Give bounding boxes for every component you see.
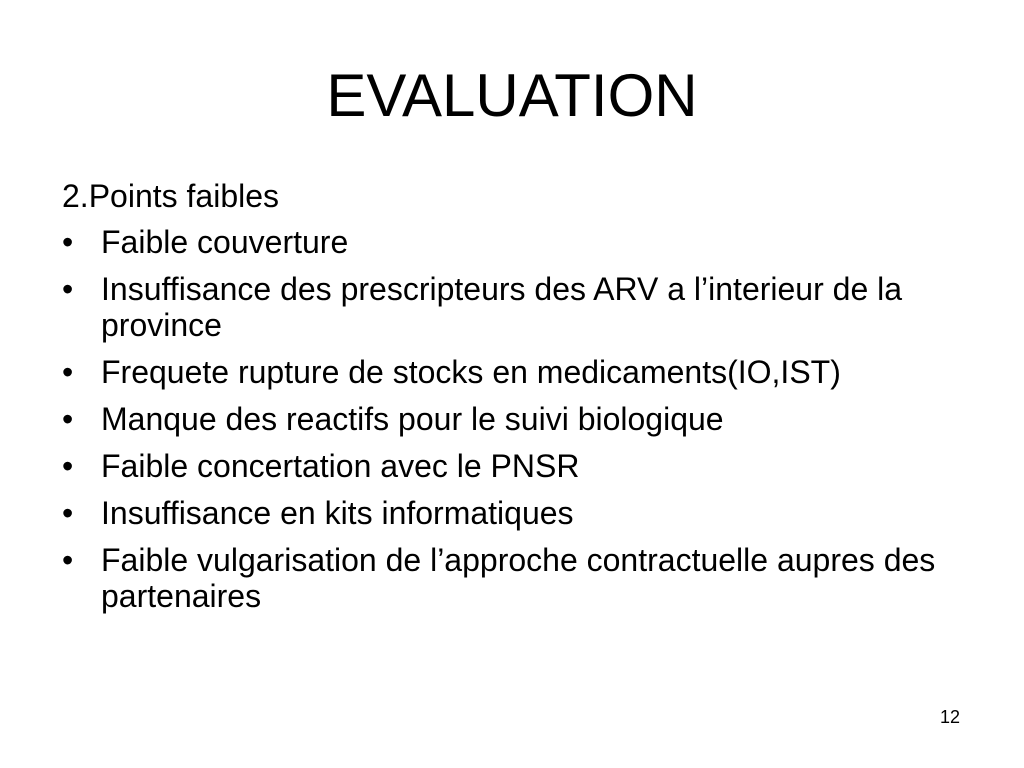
bullet-text: Insuffisance en kits informatiques	[101, 495, 574, 531]
bullet-item	[62, 495, 962, 531]
bullet-text: Faible vulgarisation de l’approche contractuelle aupres des partenaires	[101, 542, 936, 614]
bullet-item	[62, 224, 962, 260]
bullet-marker: •	[62, 271, 74, 307]
section-subheading: 2.Points faibles	[62, 178, 280, 214]
bullet-list	[62, 224, 962, 614]
slide-title: EVALUATION	[326, 62, 698, 129]
bullet-item	[62, 542, 962, 614]
bullet-item	[62, 448, 962, 484]
bullet-item	[62, 401, 962, 437]
bullet-item	[62, 271, 962, 343]
bullet-marker: •	[62, 224, 74, 260]
page-number: 12	[939, 707, 960, 727]
bullet-marker: •	[62, 542, 74, 578]
bullet-item	[62, 354, 962, 390]
bullet-marker: •	[62, 354, 74, 390]
slide-body	[62, 178, 962, 625]
bullet-marker: •	[62, 401, 74, 437]
bullet-text: Insuffisance des prescripteurs des ARV a l’interieur de la province	[101, 271, 903, 343]
bullet-text: Faible couverture	[101, 224, 349, 260]
bullet-text: Frequete rupture de stocks en medicaments(IO,IST)	[101, 354, 841, 390]
bullet-marker: •	[62, 448, 74, 484]
bullet-text: Faible concertation avec le PNSR	[101, 448, 580, 484]
bullet-marker: •	[62, 495, 74, 531]
bullet-text: Manque des reactifs pour le suivi biologique	[101, 401, 724, 437]
